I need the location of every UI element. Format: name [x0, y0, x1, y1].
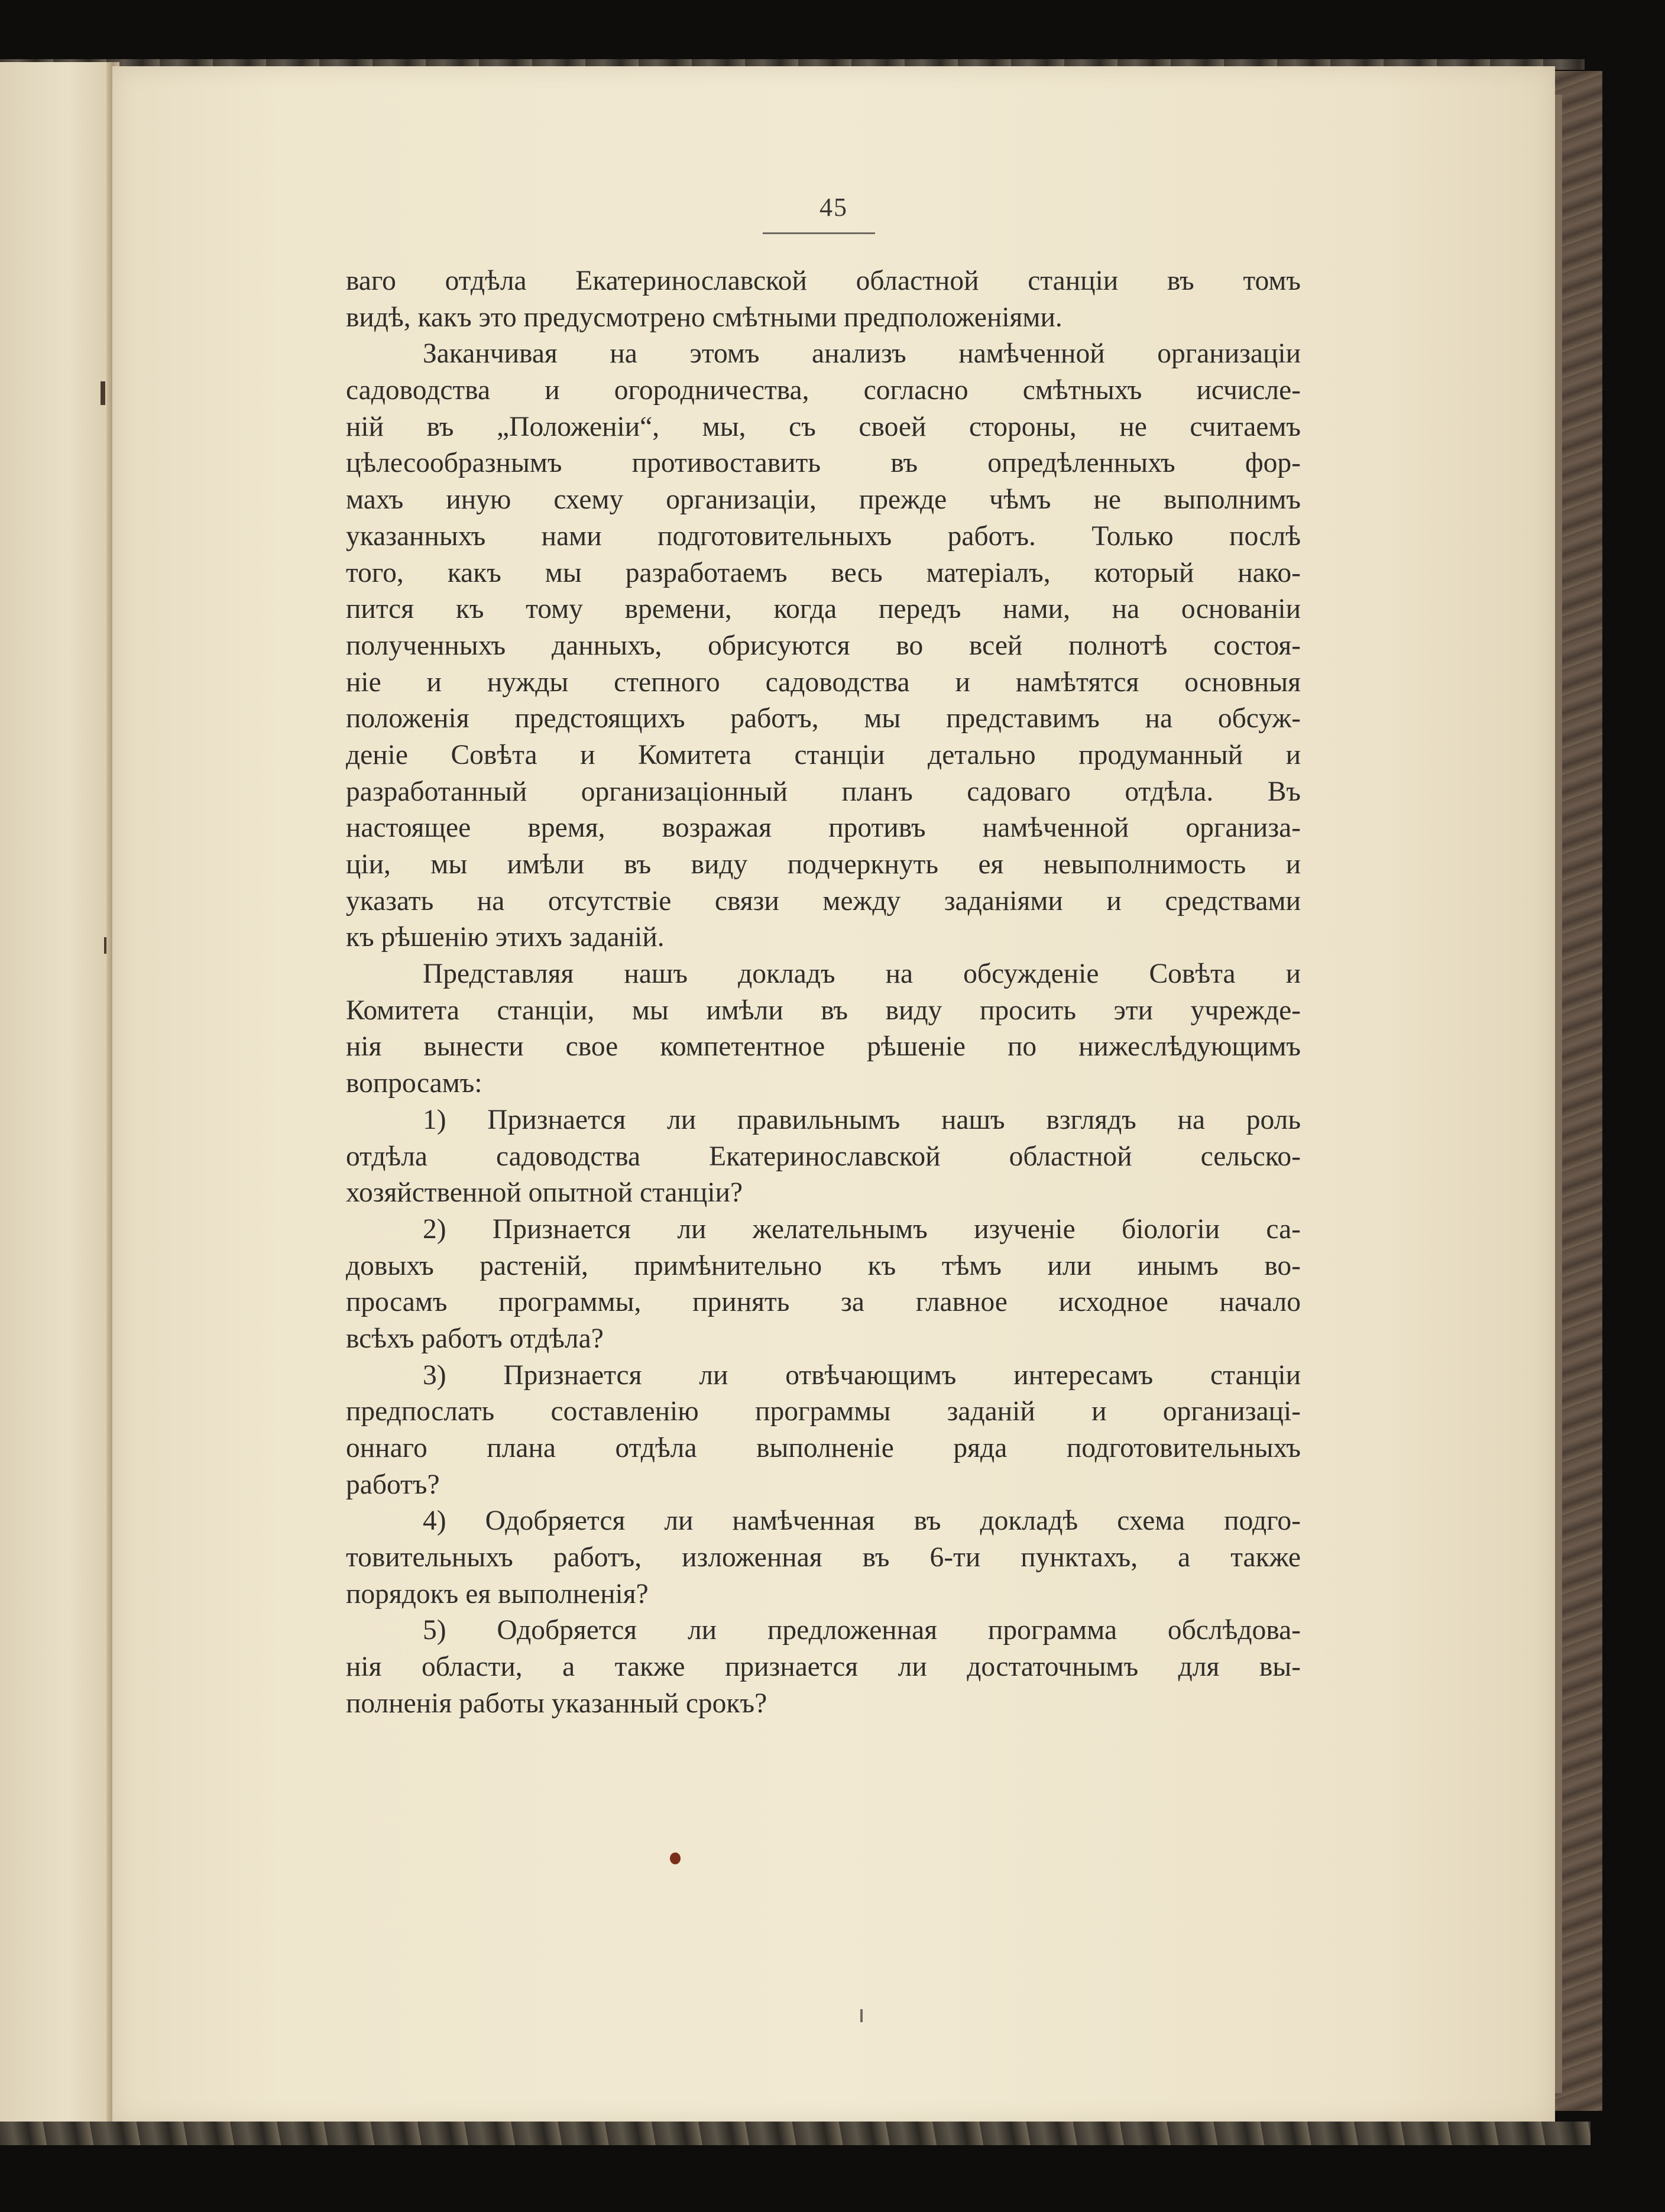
text-line: товительныхъ работъ, изложенная въ 6-ти пунктахъ, а также: [346, 1542, 1301, 1573]
text-line: довыхъ растеній, примѣнительно къ тѣмъ или инымъ во-: [346, 1250, 1301, 1281]
text-line: указать на отсутствіе связи между заданіями и средствами: [346, 885, 1301, 916]
text-line: положенія предстоящихъ работъ, мы представимъ на обсуж-: [346, 703, 1301, 734]
text-line: указанныхъ нами подготовительныхъ работъ. Только послѣ: [346, 520, 1301, 552]
text-line: 1) Признается ли правильнымъ нашъ взглядъ на роль: [423, 1104, 1301, 1135]
text-line: садоводства и огородничества, согласно смѣтныхъ исчисле-: [346, 375, 1301, 406]
text-line: всѣхъ работъ отдѣла?: [346, 1323, 604, 1354]
text-line: ніе и нужды степного садоводства и намѣтятся основныя: [346, 666, 1301, 698]
text-line: 4) Одобряется ли намѣченная въ докладѣ схема подго-: [423, 1505, 1301, 1537]
text-line: махъ иную схему организаціи, прежде чѣмъ не выполнимъ: [346, 484, 1301, 516]
ink-spot: [670, 1852, 681, 1864]
page-number-rule: [763, 232, 875, 234]
text-line: порядокъ ея выполненія?: [346, 1578, 649, 1609]
margin-mark: [101, 381, 105, 405]
page-number: 45: [819, 193, 848, 222]
text-line: Комитета станціи, мы имѣли въ виду просить эти учрежде-: [346, 995, 1301, 1026]
text-line: къ рѣшенію этихъ заданій.: [346, 922, 665, 953]
text-line: Заканчивая на этомъ анализъ намѣченной организаціи: [423, 338, 1301, 370]
text-line: просамъ программы, принять за главное исходное начало: [346, 1287, 1301, 1318]
text-line: нія вынести свое компетентное рѣшеніе по нижеслѣдующимъ: [346, 1031, 1301, 1063]
book-bottom-edge: [0, 2122, 1591, 2145]
text-line: нія области, а также признается ли достаточнымъ для вы-: [346, 1651, 1301, 1683]
text-line: предпослать составленію программы заданій и организаці-: [346, 1396, 1301, 1427]
text-line: работъ?: [346, 1469, 440, 1500]
text-line: 3) Признается ли отвѣчающимъ интересамъ станціи: [423, 1359, 1301, 1391]
text-line: видѣ, какъ это предусмотрено смѣтными предположеніями.: [346, 302, 1063, 333]
text-line: вопросамъ:: [346, 1068, 482, 1099]
text-line: 5) Одобряется ли предложенная программа обслѣдова-: [423, 1615, 1301, 1646]
text-line: ціи, мы имѣли въ виду подчеркнуть ея невыполнимость и: [346, 849, 1301, 880]
text-line: Представляя нашъ докладъ на обсужденіе Совѣта и: [423, 958, 1301, 990]
text-line: ній въ „Положеніи“, мы, съ своей стороны, не считаемъ: [346, 411, 1301, 442]
text-line: деніе Совѣта и Комитета станціи детально продуманный и: [346, 739, 1301, 770]
text-line: разработанный организаціонный планъ садоваго отдѣла. Въ: [346, 776, 1301, 807]
text-line: настоящее время, возражая противъ намѣченной организа-: [346, 812, 1301, 844]
text-line: ваго отдѣла Екатеринославской областной станціи въ томъ: [346, 265, 1301, 296]
text-line: полненія работы указанный срокъ?: [346, 1688, 767, 1719]
text-line: цѣлесообразнымъ противоставить въ опредѣленныхъ фор-: [346, 448, 1301, 479]
text-line: 2) Признается ли желательнымъ изученіе біологіи са-: [423, 1213, 1301, 1245]
text-line: полученныхъ данныхъ, обрисуются во всей полнотѣ состоя-: [346, 630, 1301, 661]
text-line: того, какъ мы разработаемъ весь матеріалъ, который нако-: [346, 557, 1301, 588]
facing-page: [0, 62, 112, 2137]
text-line: оннаго плана отдѣла выполненіе ряда подготовительныхъ: [346, 1433, 1301, 1463]
text-line: пится къ тому времени, когда передъ нами, на основаніи: [346, 594, 1301, 625]
body-text: [346, 263, 1301, 1722]
ink-mark: [860, 2009, 863, 2022]
text-line: хозяйственной опытной станціи?: [346, 1177, 743, 1209]
text-line: отдѣла садоводства Екатеринославской областной сельско-: [346, 1141, 1301, 1172]
